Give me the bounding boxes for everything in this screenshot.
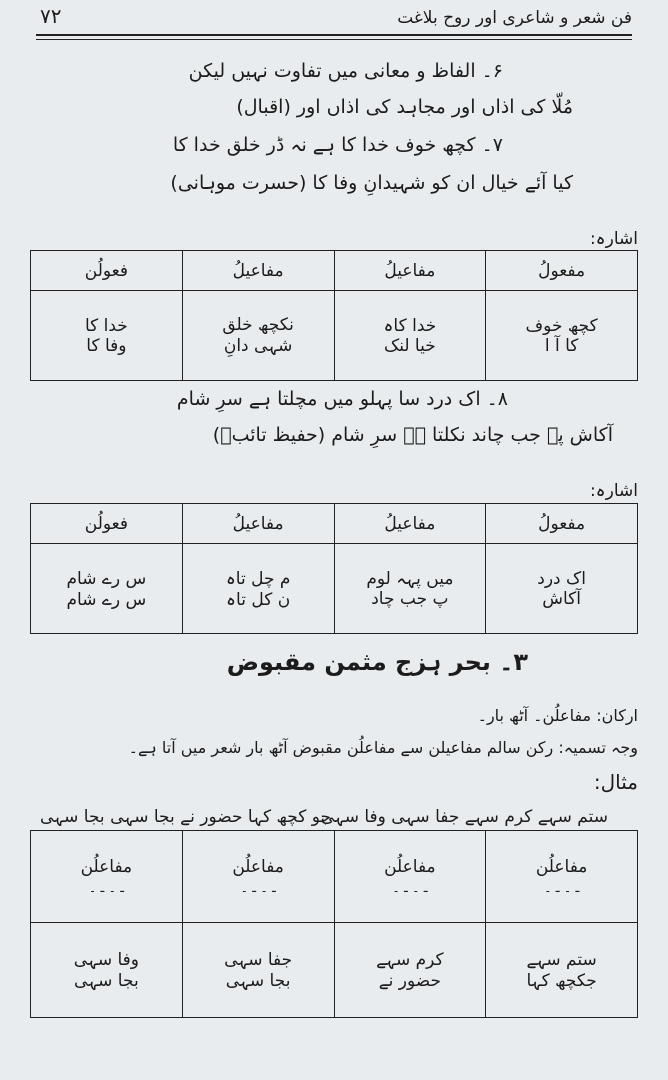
table-row: [31, 544, 638, 634]
table-cell: س رے شام س رے شام: [31, 544, 183, 634]
table-header-cell: مفاعیلُ: [334, 504, 486, 544]
verse-line: کیا آئے خیال ان کو شہیدانِ وفا کا (حسرت موہانی): [170, 172, 573, 194]
ishara-label: اشارہ:: [589, 229, 638, 249]
scansion-table-2: [30, 503, 638, 634]
scansion-table-1: [30, 250, 638, 381]
running-header-title: فن شعر و شاعری اور روح بلاغت: [397, 8, 632, 28]
section-heading: ۳۔ بحر ہزج مثمن مقبوض: [226, 648, 528, 676]
table-row: [31, 923, 638, 1018]
table-header-cell: فعولُن: [31, 251, 183, 291]
table-header-cell: مفاعلُن ـ ۔ ـ ۔: [334, 831, 486, 923]
table-cell: جفا سہی بجا سہی: [182, 923, 334, 1018]
table-cell: کرم سہے حضور نے: [334, 923, 486, 1018]
table-cell: خدا کا وفا کا: [31, 291, 183, 381]
table-cell: میں پہہ لوم پ جب چاد: [334, 544, 486, 634]
meter-pattern: ـ ۔ ـ ۔: [88, 881, 124, 896]
table-header-cell: مفاعیلُ: [182, 504, 334, 544]
table-cell: اک درد آکاش: [486, 544, 638, 634]
ishara-label: اشارہ:: [589, 481, 638, 501]
meter-pattern: ـ ۔ ـ ۔: [240, 881, 276, 896]
table-header-row: [31, 251, 638, 291]
table-header-cell: مفاعلُن ـ ۔ ـ ۔: [182, 831, 334, 923]
table-header-row: [31, 504, 638, 544]
table-header-cell: مفاعیلُ: [334, 251, 486, 291]
table-cell: نکچھ خلق شہی دانِ: [182, 291, 334, 381]
table-header-row: [31, 831, 638, 923]
scansion-table-3: [30, 830, 638, 1018]
table-header-cell: مفعولُ: [486, 251, 638, 291]
meter-pattern: ـ ۔ ـ ۔: [544, 881, 580, 896]
verse-line: مُلّا کی اذاں اور مجاہد کی اذاں اور (اقبال): [236, 96, 573, 118]
wajh-tasmiya-text: وجہ تسمیہ: رکن سالم مفاعیلن سے مفاعلُن مقبوض آٹھ بار شعر میں آتا ہے۔: [128, 738, 638, 757]
page-number: ۷۲: [40, 4, 62, 28]
table-cell: خدا کاہ خیا لنک: [334, 291, 486, 381]
misal-label: مثال:: [593, 770, 638, 794]
table-row: [31, 291, 638, 381]
arkan-text: ارکان: مفاعلُن۔ آٹھ بار۔: [477, 706, 638, 725]
meter-pattern: ـ ۔ ـ ۔: [392, 881, 428, 896]
header-rule: [36, 34, 632, 36]
table-header-cell: مفاعلُن ـ ۔ ـ ۔: [486, 831, 638, 923]
verse-line: جو کچھ کہا حضور نے بجا سہی بجا سہی: [40, 807, 332, 827]
header-rule-thin: [36, 39, 632, 40]
table-header-cell: مفاعلُن ـ ۔ ـ ۔: [31, 831, 183, 923]
table-cell: کچھ خوف کا آ ا: [486, 291, 638, 381]
table-header-cell: مفاعیلُ: [182, 251, 334, 291]
verse-line: ۶۔ الفاظ و معانی میں تفاوت نہیں لیکن: [188, 60, 503, 82]
verse-line: ۸۔ اک درد سا پہلو میں مچلتا ہے سرِ شام: [176, 388, 508, 410]
verse-line: ستم سہے کرم سہے جفا سہی وفا سہی: [320, 807, 608, 827]
table-header-cell: فعولُن: [31, 504, 183, 544]
table-cell: م چل تاہ ن کل تاہ: [182, 544, 334, 634]
verse-line: آکاش پہ جب چاند نکلتا ہے سرِ شام (حفیظ تائبؔ): [212, 424, 613, 446]
table-cell: وفا سہی بجا سہی: [31, 923, 183, 1018]
verse-line: ۷۔ کچھ خوف خدا کا ہے نہ ڈر خلق خدا کا: [172, 134, 503, 156]
table-header-cell: مفعولُ: [486, 504, 638, 544]
table-cell: ستم سہے جکچھ کہا: [486, 923, 638, 1018]
